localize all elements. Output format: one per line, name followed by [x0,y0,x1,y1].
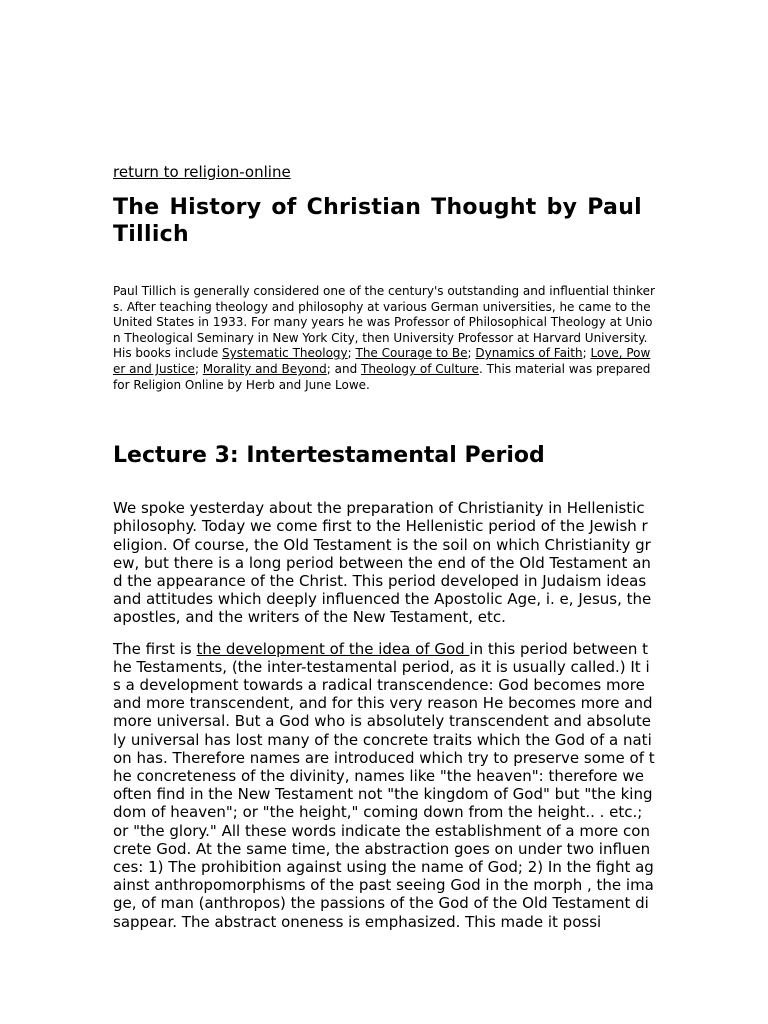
intro-separator: ; and [326,361,361,376]
intro-text-end: . This material was prepared for Religion Online by Herb and June Lowe. [113,361,651,392]
body-paragraph [113,640,655,931]
article-container [113,162,655,931]
book-link-theology-of-culture[interactable]: Theology of Culture [361,361,479,376]
body-paragraph: We spoke yesterday about the preparation of Christianity in Hellenistic philosophy. Today we come first to the Hellenistic period of the Jewish religion. Of course, the Old Testament is the soil on which Christianity grew, but there is a long period between the end of the Old Testament and the appearance of the Christ. This period developed in Judaism ideas and attitudes which deeply influenced the Apostolic Age, i. e, Jesus, the apostles, and the writers of the New Testament, etc. [113,499,652,627]
intro-separator: ; [467,346,476,361]
book-link-systematic-theology[interactable]: Systematic Theology [222,346,348,361]
paragraph-lead: The first is [113,639,197,658]
paragraph-text: in this period between the Testaments, (the inter-testamental period, as it is usually called.) It is a development towards a radical transcendence: God becomes more and more transcendent, and for this very reason He becomes more and more universal. But a God who is absolutely transcendent and absolutely universal has lost many of the concrete traits which the God of a nation has. Therefore names are introduced which try to preserve some of the concreteness of the divinity, names like "the heaven": therefore we often find in the New Testament not "the kingdom of God" but "the kingdom of heaven"; or "the height," coming down from the height.. . etc.; or "the glory." All these words indicate the establishment of a more concrete God. At the same time, the abstraction goes on under two influences: 1) The prohibition against using the name of God; 2) In the fight against anthropomorphisms of the past seeing God in the morph , the image, of man (anthropos) the passions of the God of the Old Testament disappear. The abstract oneness is emphasized. This made it possi [113,639,655,931]
book-link-love-power-justice[interactable]: Love, Power and Justice [113,346,651,376]
book-link-courage-to-be[interactable]: The Courage to Be [355,346,468,361]
article-title: The History of Christian Thought by Paul Tillich [113,195,643,247]
lecture-heading: Lecture 3: Intertestamental Period [113,443,545,469]
intro-text: Paul Tillich is generally considered one of the century's outstanding and influential thinkers. After teaching theology and philosophy at various German universities, he came to the United States in 1933. For many years he was Professor of Philosophical Theology at Union Theological Seminary in New York City, then University Professor at Harvard University. His books include [113,284,655,361]
book-link-morality-and-beyond[interactable]: Morality and Beyond [202,361,327,376]
book-link-dynamics-of-faith[interactable]: Dynamics of Faith [475,346,583,361]
idea-of-god-link[interactable]: the development of the idea of God [196,639,470,658]
intro-separator: ; [582,346,591,361]
intro-separator: ; [347,346,356,361]
intro-separator: ; [194,361,203,376]
author-intro [113,284,655,393]
return-link[interactable]: return to religion-online [113,163,291,181]
